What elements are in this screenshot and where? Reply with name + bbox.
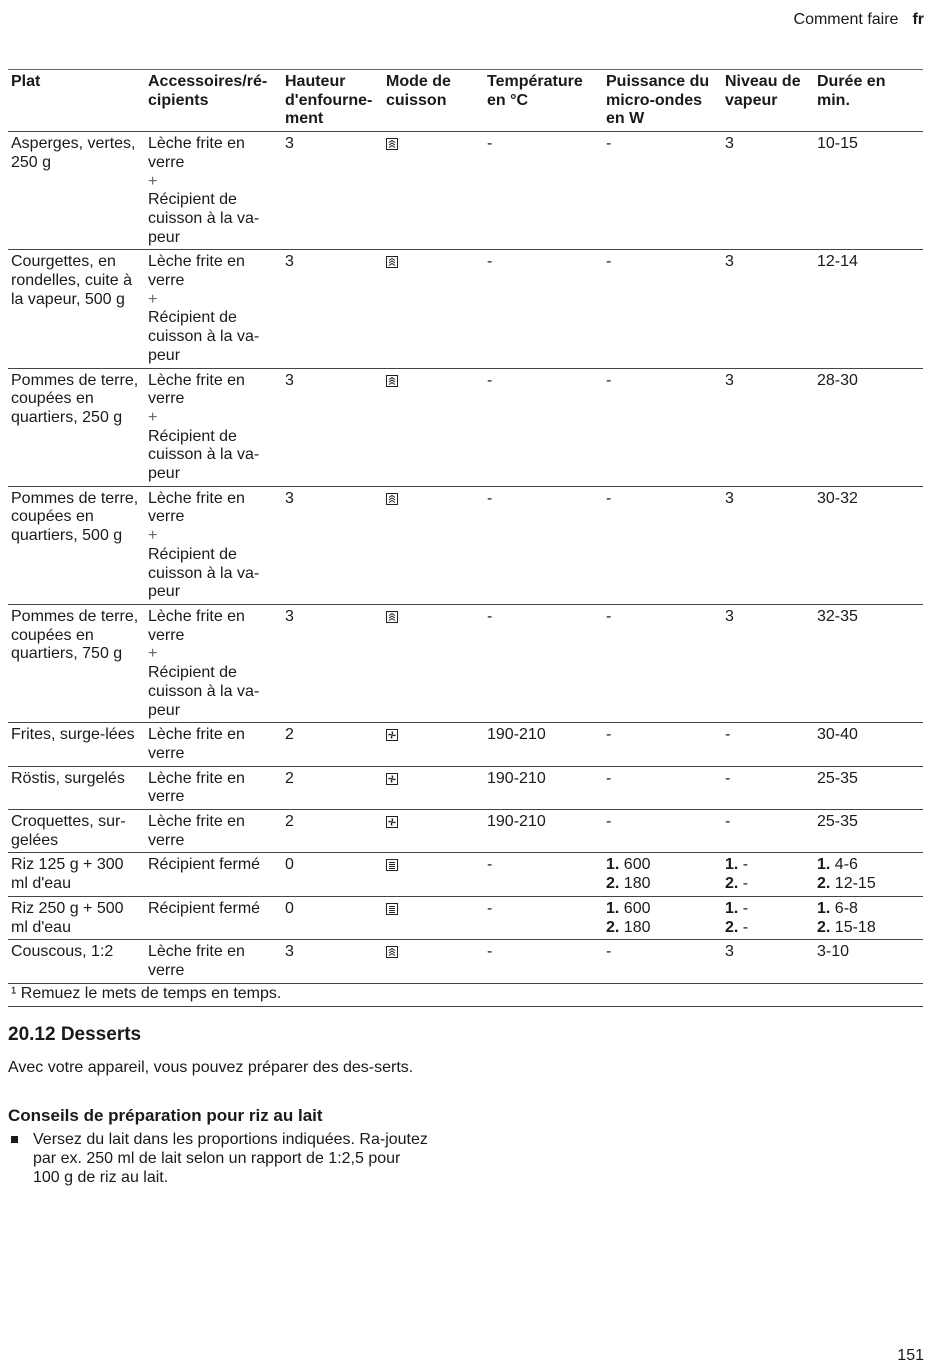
cell-duree: 30-32 bbox=[814, 486, 923, 604]
steam-icon bbox=[386, 138, 398, 150]
accessory-secondary: Récipient de cuisson à la va-peur bbox=[148, 664, 260, 719]
section-title: 20.12 Desserts bbox=[8, 1024, 142, 1045]
step-number: 2. bbox=[817, 918, 831, 936]
cell-hauteur: 3 bbox=[282, 486, 383, 604]
accessory-plus: + bbox=[148, 172, 158, 190]
cell-duree bbox=[814, 896, 923, 939]
cell-puissance: - bbox=[603, 250, 722, 368]
cell-puissance: - bbox=[603, 368, 722, 486]
steam-icon bbox=[386, 611, 398, 623]
cell-hauteur: 2 bbox=[282, 810, 383, 853]
cell-temperature: - bbox=[484, 940, 603, 983]
step-value: 12-15 bbox=[834, 875, 876, 893]
cell-puissance bbox=[603, 896, 722, 939]
col-header-vapeur: Niveau de vapeur bbox=[722, 70, 814, 132]
table-header-row bbox=[8, 70, 923, 132]
cell-vapeur: 3 bbox=[722, 250, 814, 368]
page-header bbox=[794, 10, 924, 29]
cell-puissance bbox=[603, 853, 722, 896]
cell-plat: Asperges, vertes, 250 g bbox=[8, 132, 145, 250]
table-body bbox=[8, 132, 923, 984]
table-row bbox=[8, 604, 923, 722]
table-footnote: ¹ Remuez le mets de temps en temps. bbox=[8, 983, 923, 1007]
cell-plat: Courgettes, en rondelles, cuite à la vapeur, 500 g bbox=[8, 250, 145, 368]
table-row bbox=[8, 132, 923, 250]
accessory-primary: Lèche frite en verre bbox=[148, 607, 245, 644]
col-header-hauteur: Hauteur d'enfourne-ment bbox=[282, 70, 383, 132]
cell-vapeur: 3 bbox=[722, 604, 814, 722]
accessory-primary: Lèche frite en verre bbox=[148, 135, 245, 171]
accessory-primary: Récipient fermé bbox=[148, 899, 261, 917]
cell-plat: Frites, surge-lées bbox=[8, 723, 145, 766]
step-line bbox=[606, 919, 719, 938]
cell-accessoires bbox=[145, 940, 282, 983]
step-line bbox=[606, 875, 719, 894]
step-value: - bbox=[742, 875, 749, 893]
cell-accessoires bbox=[145, 766, 282, 809]
cell-temperature: - bbox=[484, 486, 603, 604]
cell-vapeur: 3 bbox=[722, 132, 814, 250]
step-value: 600 bbox=[623, 856, 651, 874]
cell-vapeur: - bbox=[722, 766, 814, 809]
step-line bbox=[817, 856, 920, 875]
cell-mode bbox=[383, 368, 484, 486]
cell-duree: 32-35 bbox=[814, 604, 923, 722]
col-header-accessoires: Accessoires/ré-cipients bbox=[145, 70, 282, 132]
step-line bbox=[606, 856, 719, 875]
cell-puissance: - bbox=[603, 766, 722, 809]
cell-accessoires bbox=[145, 250, 282, 368]
cell-temperature: 190-210 bbox=[484, 766, 603, 809]
cell-temperature: 190-210 bbox=[484, 810, 603, 853]
cell-mode bbox=[383, 853, 484, 896]
cell-hauteur: 2 bbox=[282, 766, 383, 809]
cell-mode bbox=[383, 604, 484, 722]
cell-mode bbox=[383, 723, 484, 766]
step-line bbox=[817, 875, 920, 894]
cell-vapeur: - bbox=[722, 810, 814, 853]
cell-puissance: - bbox=[603, 486, 722, 604]
col-header-duree: Durée en min. bbox=[814, 70, 923, 132]
step-number: 1. bbox=[725, 899, 739, 917]
cell-accessoires bbox=[145, 486, 282, 604]
step-value: - bbox=[742, 899, 749, 917]
accessory-plus: + bbox=[148, 408, 158, 426]
accessory-primary: Lèche frite en verre bbox=[148, 769, 245, 806]
cell-temperature: - bbox=[484, 604, 603, 722]
table-footnote-row bbox=[8, 983, 923, 1007]
step-line bbox=[606, 900, 719, 919]
cell-puissance: - bbox=[603, 723, 722, 766]
step-value: 180 bbox=[623, 918, 651, 936]
cell-plat: Riz 250 g + 500 ml d'eau bbox=[8, 896, 145, 939]
cell-hauteur: 3 bbox=[282, 250, 383, 368]
cell-plat: Couscous, 1:2 bbox=[8, 940, 145, 983]
step-line bbox=[725, 875, 811, 894]
cell-mode bbox=[383, 132, 484, 250]
table-row bbox=[8, 368, 923, 486]
accessory-primary: Lèche frite en verre bbox=[148, 943, 245, 979]
table-row bbox=[8, 940, 923, 983]
step-number: 1. bbox=[606, 856, 620, 874]
steam-icon bbox=[386, 493, 398, 505]
cell-plat: Riz 125 g + 300 ml d'eau bbox=[8, 853, 145, 896]
hot-air-icon bbox=[386, 773, 398, 785]
cell-temperature: - bbox=[484, 896, 603, 939]
cell-temperature: 190-210 bbox=[484, 723, 603, 766]
tip-text: Versez du lait dans les proportions indiquées. Ra-joutez par ex. 250 ml de lait selon un rapport de 1:2,5 pour 100 g de riz au lait. bbox=[33, 1131, 428, 1186]
steam-icon bbox=[386, 256, 398, 268]
cell-mode bbox=[383, 810, 484, 853]
cell-accessoires bbox=[145, 810, 282, 853]
table-row bbox=[8, 766, 923, 809]
cell-duree: 25-35 bbox=[814, 766, 923, 809]
steam-icon bbox=[386, 375, 398, 387]
accessory-primary: Lèche frite en verre bbox=[148, 371, 245, 408]
cell-accessoires bbox=[145, 723, 282, 766]
accessory-primary: Lèche frite en verre bbox=[148, 726, 245, 762]
cell-vapeur: 3 bbox=[722, 486, 814, 604]
cell-vapeur bbox=[722, 896, 814, 939]
step-number: 2. bbox=[606, 875, 620, 893]
header-section: Comment faire bbox=[793, 11, 899, 28]
table-row bbox=[8, 853, 923, 896]
step-line bbox=[725, 856, 811, 875]
accessory-secondary: Récipient de cuisson à la va-peur bbox=[148, 309, 260, 364]
cell-vapeur bbox=[722, 853, 814, 896]
accessory-primary: Récipient fermé bbox=[148, 856, 261, 874]
cell-hauteur: 0 bbox=[282, 853, 383, 896]
cell-duree: 3-10 bbox=[814, 940, 923, 983]
step-line bbox=[725, 919, 811, 938]
step-value: 6-8 bbox=[834, 899, 858, 917]
bullet-icon bbox=[11, 1136, 18, 1143]
microwave-steam-icon bbox=[386, 903, 398, 915]
cell-mode bbox=[383, 940, 484, 983]
hot-air-icon bbox=[386, 816, 398, 828]
cell-mode bbox=[383, 250, 484, 368]
step-value: 4-6 bbox=[834, 856, 858, 874]
step-value: 180 bbox=[623, 875, 651, 893]
step-value: - bbox=[742, 856, 749, 874]
accessory-primary: Lèche frite en verre bbox=[148, 253, 245, 290]
cell-hauteur: 3 bbox=[282, 940, 383, 983]
cooking-table bbox=[8, 69, 923, 1007]
step-number: 1. bbox=[817, 856, 831, 874]
cell-plat: Pommes de terre, coupées en quartiers, 750 g bbox=[8, 604, 145, 722]
cell-vapeur: 3 bbox=[722, 940, 814, 983]
cell-puissance: - bbox=[603, 604, 722, 722]
table-row bbox=[8, 810, 923, 853]
list-item bbox=[8, 1130, 428, 1187]
step-number: 1. bbox=[817, 899, 831, 917]
col-header-temperature: Température en °C bbox=[484, 70, 603, 132]
cell-duree: 28-30 bbox=[814, 368, 923, 486]
cell-duree: 25-35 bbox=[814, 810, 923, 853]
accessory-plus: + bbox=[148, 645, 158, 663]
cell-accessoires bbox=[145, 896, 282, 939]
cell-hauteur: 3 bbox=[282, 132, 383, 250]
accessory-primary: Lèche frite en verre bbox=[148, 813, 245, 849]
accessory-secondary: Récipient de cuisson à la va-peur bbox=[148, 545, 260, 601]
microwave-steam-icon bbox=[386, 859, 398, 871]
cell-temperature: - bbox=[484, 132, 603, 250]
cell-duree: 30-40 bbox=[814, 723, 923, 766]
hot-air-icon bbox=[386, 729, 398, 741]
cell-mode bbox=[383, 896, 484, 939]
cell-accessoires bbox=[145, 368, 282, 486]
section-intro: Avec votre appareil, vous pouvez préparer des des-serts. bbox=[8, 1059, 414, 1076]
step-value: - bbox=[742, 918, 749, 936]
table-row bbox=[8, 723, 923, 766]
step-number: 2. bbox=[725, 918, 739, 936]
cell-puissance: - bbox=[603, 940, 722, 983]
accessory-primary: Lèche frite en verre bbox=[148, 489, 245, 526]
cell-plat: Röstis, surgelés bbox=[8, 766, 145, 809]
cell-puissance: - bbox=[603, 132, 722, 250]
cell-duree: 12-14 bbox=[814, 250, 923, 368]
cell-accessoires bbox=[145, 604, 282, 722]
cell-hauteur: 3 bbox=[282, 604, 383, 722]
step-number: 2. bbox=[817, 875, 831, 893]
cell-accessoires bbox=[145, 853, 282, 896]
accessory-plus: + bbox=[148, 290, 158, 308]
tips-title: Conseils de préparation pour riz au lait bbox=[8, 1106, 323, 1125]
cell-temperature: - bbox=[484, 368, 603, 486]
step-line bbox=[725, 900, 811, 919]
steam-icon bbox=[386, 946, 398, 958]
cell-hauteur: 2 bbox=[282, 723, 383, 766]
cell-accessoires bbox=[145, 132, 282, 250]
step-number: 1. bbox=[725, 856, 739, 874]
accessory-secondary: Récipient de cuisson à la va-peur bbox=[148, 427, 260, 483]
cell-hauteur: 0 bbox=[282, 896, 383, 939]
cell-plat: Croquettes, sur-gelées bbox=[8, 810, 145, 853]
header-lang: fr bbox=[912, 11, 924, 28]
table-row bbox=[8, 896, 923, 939]
cell-plat: Pommes de terre, coupées en quartiers, 250 g bbox=[8, 368, 145, 486]
cell-temperature: - bbox=[484, 250, 603, 368]
tips-list bbox=[8, 1130, 428, 1187]
cell-puissance: - bbox=[603, 810, 722, 853]
cell-mode bbox=[383, 766, 484, 809]
cell-vapeur: 3 bbox=[722, 368, 814, 486]
col-header-plat: Plat bbox=[8, 70, 145, 132]
step-value: 15-18 bbox=[834, 918, 876, 936]
accessory-plus: + bbox=[148, 527, 158, 545]
step-line bbox=[817, 919, 920, 938]
col-header-mode: Mode de cuisson bbox=[383, 70, 484, 132]
cell-hauteur: 3 bbox=[282, 368, 383, 486]
step-number: 2. bbox=[725, 875, 739, 893]
cell-mode bbox=[383, 486, 484, 604]
col-header-puissance: Puissance du micro-ondes en W bbox=[603, 70, 722, 132]
step-value: 600 bbox=[623, 899, 651, 917]
table-row bbox=[8, 250, 923, 368]
step-line bbox=[817, 900, 920, 919]
cell-temperature: - bbox=[484, 853, 603, 896]
table-row bbox=[8, 486, 923, 604]
step-number: 1. bbox=[606, 899, 620, 917]
page-number: 151 bbox=[897, 1347, 924, 1364]
cell-vapeur: - bbox=[722, 723, 814, 766]
step-number: 2. bbox=[606, 918, 620, 936]
accessory-secondary: Récipient de cuisson à la va-peur bbox=[148, 191, 260, 246]
cell-duree: 10-15 bbox=[814, 132, 923, 250]
cell-duree bbox=[814, 853, 923, 896]
cell-plat: Pommes de terre, coupées en quartiers, 500 g bbox=[8, 486, 145, 604]
